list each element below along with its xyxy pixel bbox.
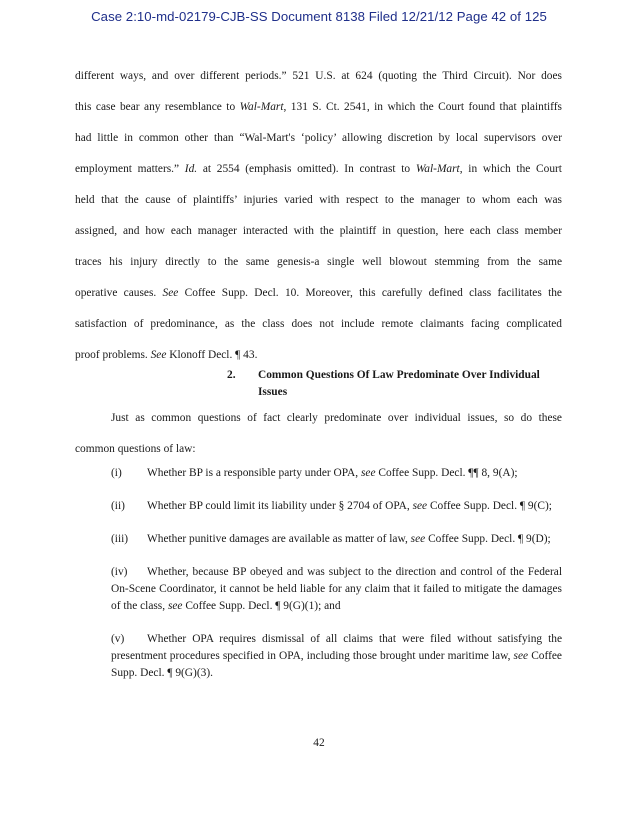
text-line: different ways, and over different periods.” 521 U.S. at 624 (quoting the Third Circuit). Nor does xyxy=(75,70,562,82)
text-line: traces his injury directly to the same genesis-a single well blowout stemming from the same xyxy=(75,256,562,268)
list-item: (v) Whether OPA requires dismissal of all claims that were filed without satisfying the presentment procedures specified in OPA, including those brought under maritime law, see Coffee Supp. Decl. ¶ 9(G)(3). xyxy=(111,633,562,679)
list-item: (iv) Whether, because BP obeyed and was subject to the direction and control of the Federal On-Scene Coordinator, it cannot be held liable for any claim that it failed to mitigate the damages of the class, see Coffee Supp. Decl. ¶ 9(G)(1); and xyxy=(111,566,562,612)
text-line: assigned, and how each manager interacted with the plaintiff in question, here each class member xyxy=(75,225,562,237)
text-line: this case bear any resemblance to Wal-Mart, 131 S. Ct. 2541, in which the Court found that plaintiffs xyxy=(75,101,562,113)
list-item: (i) Whether BP is a responsible party under OPA, see Coffee Supp. Decl. ¶¶ 8, 9(A); xyxy=(111,467,518,479)
page-number: 42 xyxy=(313,737,325,749)
text-line: had little in common other than “Wal-Mart's ‘policy’ allowing discretion by local supervisors over xyxy=(75,132,562,144)
list-item: (iii) Whether punitive damages are available as matter of law, see Coffee Supp. Decl. ¶ 9(D); xyxy=(111,533,551,545)
section-title: Common Questions Of Law Predominate Over Individual Issues xyxy=(258,369,540,398)
text-line: common questions of law: xyxy=(75,443,196,455)
text-line: Just as common questions of fact clearly predominate over individual issues, so do these xyxy=(111,412,562,424)
text-line: operative causes. See Coffee Supp. Decl. 10. Moreover, this carefully defined class facilitates the xyxy=(75,287,562,299)
text-line: proof problems. See Klonoff Decl. ¶ 43. xyxy=(75,349,258,361)
text-line: satisfaction of predominance, as the class does not include remote claimants facing complicated xyxy=(75,318,562,330)
text-line: held that the cause of plaintiffs’ injuries varied with respect to the manager to whom each was xyxy=(75,194,562,206)
questions-list xyxy=(111,465,562,682)
section-number: 2. xyxy=(227,369,236,381)
paragraph-questions-of-law xyxy=(75,403,562,465)
list-item: (ii) Whether BP could limit its liability under § 2704 of OPA, see Coffee Supp. Decl. ¶ 9(C); xyxy=(111,500,552,512)
text-line: employment matters.” Id. at 2554 (emphasis omitted). In contrast to Wal-Mart, in which the Court xyxy=(75,163,562,175)
paragraph-predominance xyxy=(75,61,562,371)
case-header: Case 2:10-md-02179-CJB-SS Document 8138 Filed 12/21/12 Page 42 of 125 xyxy=(91,9,547,24)
